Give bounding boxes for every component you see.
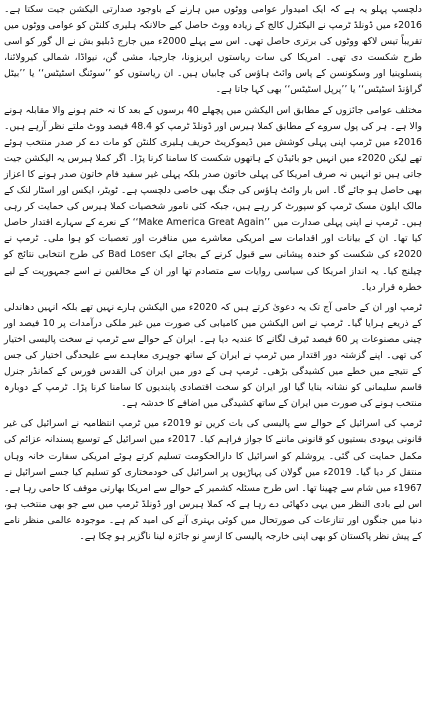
article-body	[4, 2, 422, 545]
article-paragraph-4: ٹرمپ کی اسرائیل کے حوالے سے پالیسی کی بات کریں تو 2019ء میں ٹرمپ انتظامیہ نے اسرائیل کی غیر قانونی یہودی بستیوں کو قانونی ماننے کا جواز فراہم کیا۔ 2017ء میں اسرائیل کے توسیع پسندانہ عزائم کی مکمل حمایت کی گئی۔ یروشلم کو اسرائیل کا دارالحکومت تسلیم کرتے ہوئے امریکی سفارت خانہ وہاں منتقل کر دیا گیا۔ 2019ء میں گولان کی پہاڑیوں پر اسرائیل کی خودمختاری کو تسلیم کیا جسے اسرائیل نے 1967ء میں شام سے چھینا تھا۔ اس طرح مسئلہ کشمیر کے حوالے سے امریکا بھارتی موقف کا حامی رہا ہے۔ اس لیے بادی النظر میں یہی دکھائی دے رہا ہے کہ کملا ہیرس اور ڈونلڈ ٹرمپ میں سے جو بھی منتخب ہو، دنیا میں جنگوں اور تنازعات کی صورتحال میں کوئی بہتری آنے کی امید کم ہے۔ موجودہ عالمی منظر نامے کے پیش نظر پاکستان کو بھی اپنی خارجہ پالیسی کا ازسرِ نو جائزہ لینا ناگزیر ہو چکا ہے۔	[4, 418, 423, 542]
article-paragraph-2: مختلف عوامی جائزوں کے مطابق اس الیکشن میں پچھلے 40 برسوں کے بعد کا نہ ختم ہونے والا مقابلہ ہونے والا ہے۔ ہر کی پول سروے کے مطابق کملا ہیرس اور ڈونلڈ ٹرمپ کو 48.4 فیصد ووٹ ملتے نظر آرہے ہیں۔ 2016ء میں ٹرمپ اپنی پہلی کوشش میں ڈیموکریٹ حریف ہلیری کلنٹن کو مات دے کر صدر منتخب ہوئے تھے لیکن 2020ء میں انہیں جو بائیڈن کے ہاتھوں شکست کا سامنا کرنا پڑا۔ اگر کملا ہیرس یہ الیکشن جیت جاتی ہیں تو انہیں نہ صرف امریکا کی پہلی خاتون صدر بلکہ پہلی غیر سفید فام خاتون صدر ہونے کا اعزاز بھی حاصل ہو جائے گا۔ اس بار وائٹ ہاؤس کی جنگ بھی خاصی دلچسپ ہے۔ ٹویٹر، ایکس اور اسٹار لنک کے مالک ایلون مسک ٹرمپ کو سپورٹ کر رہے ہیں، جبکہ کئی نامور شخصیات کملا ہیرس کی حمایت کر رہی ہیں۔ ٹرمپ نے اپنی پہلی صدارت میں ’’Make America Great Again‘‘ کے نعرے کے سہارے اقتدار حاصل کیا تھا۔ ان کے بیانات اور اقدامات سے امریکی معاشرے میں منافرت اور تعصبات کو ہوا ملی۔ ٹرمپ نے 2020ء کی شکست کو خندہ پیشانی سے قبول کرنے کے بجائے ایک Bad Loser کی طرح انتخابی نتائج کو چیلنج کیا۔ یہ انداز امریکا کی سیاسی روایات سے متصادم تھا اور ان کے مخالفین نے اسے جمہوریت کے لیے خطرہ قرار دیا۔	[4, 104, 423, 293]
article-paragraph-3: ٹرمپ اور ان کے حامی آج تک یہ دعویٰ کرتے ہیں کہ 2020ء میں الیکشن ہارے نہیں تھے بلکہ انہیں دھاندلی کے ذریعے ہرایا گیا۔ ٹرمپ نے اس الیکشن میں کامیابی کی صورت میں غیر ملکی درآمدات پر 10 فیصد اور چینی مصنوعات پر 60 فیصد ٹیرف لگانے کا عندیہ دیا ہے۔ ایران کے حوالے سے ٹرمپ نے سخت پالیسی اختیار کی تھی۔ اپنے گزشتہ دور اقتدار میں ٹرمپ نے ایران کے ساتھ جوہری معاہدے سے علیحدگی اختیار کی جس کے نتیجے میں خطے میں کشیدگی بڑھی۔ ٹرمپ ہی کے دور میں ایران کی القدس فورس کے کمانڈر جنرل قاسم سلیمانی کو نشانہ بنایا گیا اور ایران کو سخت اقتصادی پابندیوں کا سامنا کرنا پڑا۔ ٹرمپ کے دوبارہ منتخب ہونے کی صورت میں ایران کے ساتھ کشیدگی میں اضافے کا خدشہ ہے۔	[4, 301, 422, 410]
article-paragraph-1: دلچسپ پہلو یہ ہے کہ ایک امیدوار عوامی ووٹوں میں ہارنے کے باوجود صدارتی الیکشن جیت سکتا ہے۔ 2016ء میں ڈونلڈ ٹرمپ نے الیکٹرل کالج کے زیادہ ووٹ حاصل کیے حالانکہ ہلیری کلنٹن کو عوامی ووٹوں میں تقریباً تیس لاکھ ووٹوں کی برتری حاصل تھی۔ اس سے پہلے 2000ء میں جارج ڈبلیو بش نے ال گور کو اسی طرح شکست دی تھی۔ امریکا کی سات ریاستوں ایریزونا، جارجیا، مشی گن، نیواڈا، شمالی کیرولائنا، پنسلوینیا اور وسکونسن کے پاس وائٹ ہاؤس کی چابیاں ہیں۔ ان ریاستوں کو ’’سوئنگ اسٹیٹس‘‘ یا ’’بیٹل گراؤنڈ اسٹیٹس‘‘ یا ’’پرپل اسٹیٹس‘‘ بھی کہا جاتا ہے۔	[4, 4, 422, 96]
